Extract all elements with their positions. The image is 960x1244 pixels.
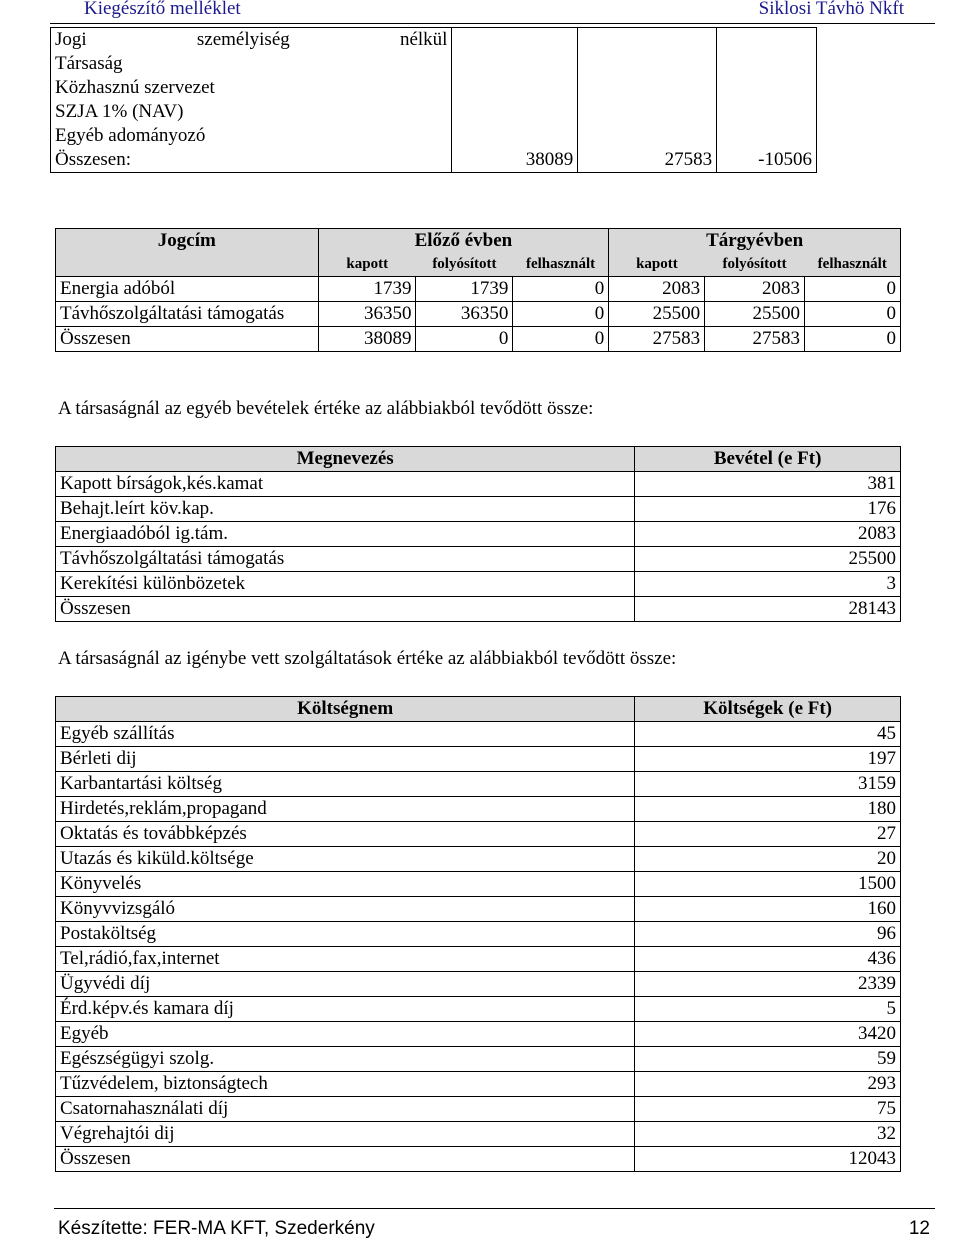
table-cell-value: 38089: [318, 327, 416, 352]
table-cell-value: 32: [635, 1122, 901, 1147]
table-row: [56, 747, 901, 772]
table-row: [56, 1072, 901, 1097]
page-number: 12: [908, 1218, 930, 1239]
table-cell: [452, 28, 578, 53]
footer-rule: [54, 1208, 935, 1209]
table-cell-value: 0: [805, 302, 901, 327]
table-row: [56, 822, 901, 847]
table-cell-value: 0: [513, 302, 609, 327]
table-cell-value: 176: [635, 497, 901, 522]
table-cell-label: Összesen: [56, 327, 319, 352]
table-header-row: [56, 697, 901, 722]
table-cell: [452, 76, 578, 100]
table-cell: [452, 52, 578, 76]
table-cell-label: Távhőszolgáltatási támogatás: [56, 302, 319, 327]
column-header-value: Bevétel (e Ft): [635, 447, 901, 472]
table-cell: [578, 76, 717, 100]
table-cell-value: 25500: [609, 302, 705, 327]
donations-table-body: [51, 28, 817, 173]
table-cell: [717, 28, 817, 53]
table-row: [56, 797, 901, 822]
table-cell: [578, 100, 717, 124]
column-header-prev-year: Előző évben: [318, 229, 609, 254]
table-cell-text: Jogi: [55, 29, 87, 50]
table-cell-value: 3: [635, 572, 901, 597]
table-cell-value: 293: [635, 1072, 901, 1097]
table-row: [56, 997, 901, 1022]
table-cell: [578, 28, 717, 53]
table-cell-label: Hirdetés,reklám,propagand: [56, 797, 635, 822]
table-cell-value: 20: [635, 847, 901, 872]
table-cell-value: 38089: [452, 148, 578, 173]
table-cell-label: Postaköltség: [56, 922, 635, 947]
table-cell-text: nélkül: [399, 29, 448, 50]
footer-author: Készítette: FER-MA KFT, Szederkény: [58, 1218, 375, 1239]
column-header-jogcim: Jogcím: [56, 229, 319, 254]
donations-table: [50, 27, 817, 173]
page-header: [0, 0, 960, 22]
table-cell-value: 0: [805, 277, 901, 302]
table-cell-label: Könyvvizsgáló: [56, 897, 635, 922]
table-cell-value: 3420: [635, 1022, 901, 1047]
table-row: [56, 277, 901, 302]
table-cell-value: 0: [513, 277, 609, 302]
table-cell: [578, 52, 717, 76]
table-cell-value: 75: [635, 1097, 901, 1122]
header-rule: [50, 23, 935, 24]
column-header-value: Költségek (e Ft): [635, 697, 901, 722]
table-row-total: [56, 327, 901, 352]
column-subheader: folyósított: [705, 253, 805, 277]
table-cell-label: SZJA 1% (NAV): [51, 100, 452, 124]
table-cell-value: 0: [513, 327, 609, 352]
table-cell-value: 180: [635, 797, 901, 822]
table-row: [56, 847, 901, 872]
column-subheader-empty: [56, 253, 319, 277]
table-row-total: [56, 1147, 901, 1172]
table-row-total: [51, 148, 817, 173]
table-cell-value: 45: [635, 722, 901, 747]
column-subheader: kapott: [318, 253, 416, 277]
table-header-row: [56, 229, 901, 254]
table-cell-label: [51, 28, 452, 53]
paragraph-other-income: A társaságnál az egyéb bevételek értéke az alábbiakból tevődött össze:: [58, 398, 594, 419]
table-cell-label: Oktatás és továbbképzés: [56, 822, 635, 847]
table-row: [56, 897, 901, 922]
table-row: [56, 497, 901, 522]
table-cell-value: 381: [635, 472, 901, 497]
table-cell: [452, 124, 578, 148]
table-cell-label: Kapott bírságok,kés.kamat: [56, 472, 635, 497]
table-row: [56, 872, 901, 897]
table-cell: [717, 52, 817, 76]
table-cell-value: 0: [805, 327, 901, 352]
table-cell-label: Könyvelés: [56, 872, 635, 897]
header-company: Siklosi Távhö Nkft: [758, 0, 904, 19]
table-cell: [452, 100, 578, 124]
table-cell-value: 25500: [705, 302, 805, 327]
table-cell-label: Távhőszolgáltatási támogatás: [56, 547, 635, 572]
table-row: [51, 28, 817, 53]
table-row: [56, 1022, 901, 1047]
table-cell-value: 1500: [635, 872, 901, 897]
table-row: [51, 52, 817, 76]
table-row: [56, 722, 901, 747]
table-cell-value: 0: [416, 327, 513, 352]
table-cell-label: Behajt.leírt köv.kap.: [56, 497, 635, 522]
table-cell-value: 2083: [705, 277, 805, 302]
table-cell: [717, 124, 817, 148]
table-cell-value: 197: [635, 747, 901, 772]
table-cell-label: Utazás és kiküld.költsége: [56, 847, 635, 872]
table-cell-label: Karbantartási költség: [56, 772, 635, 797]
table-cell-label: Összesen: [56, 597, 635, 622]
table-cell-label: Bérleti dij: [56, 747, 635, 772]
table-cell-label: Összesen:: [51, 148, 452, 173]
table-cell-label: Összesen: [56, 1147, 635, 1172]
table-cell: [717, 76, 817, 100]
table-cell-value: 27583: [609, 327, 705, 352]
column-subheader: felhasznált: [805, 253, 901, 277]
table-cell-label: Csatornahasználati díj: [56, 1097, 635, 1122]
table-row: [56, 1122, 901, 1147]
table-cell-label: Egyéb adományozó: [51, 124, 452, 148]
table-cell-label: Tűzvédelem, biztonságtech: [56, 1072, 635, 1097]
subsidy-table: [55, 228, 901, 352]
table-cell-value: 1739: [416, 277, 513, 302]
table-cell-label: Közhasznú szervezet: [51, 76, 452, 100]
table-subheader-row: [56, 253, 901, 277]
table-cell-value: 2083: [635, 522, 901, 547]
table-cell-value: 25500: [635, 547, 901, 572]
table-row: [51, 124, 817, 148]
table-cell-value: 5: [635, 997, 901, 1022]
table-row: [56, 302, 901, 327]
table-cell-value: 36350: [318, 302, 416, 327]
table-cell-label: Egyéb szállítás: [56, 722, 635, 747]
table-header-row: [56, 447, 901, 472]
table-row: [56, 1097, 901, 1122]
table-cell-value: 27583: [578, 148, 717, 173]
table-cell-value: 28143: [635, 597, 901, 622]
table-row-total: [56, 597, 901, 622]
header-title: Kiegészítő melléklet: [84, 0, 241, 19]
other-income-table: [55, 446, 901, 622]
table-cell-value: 3159: [635, 772, 901, 797]
services-cost-table: [55, 696, 901, 1172]
column-header-name: Költségnem: [56, 697, 635, 722]
table-cell-text: személyiség: [196, 29, 290, 50]
column-header-curr-year: Tárgyévben: [609, 229, 901, 254]
table-row: [56, 522, 901, 547]
column-subheader: folyósított: [416, 253, 513, 277]
table-cell-value: 160: [635, 897, 901, 922]
table-row: [51, 100, 817, 124]
table-row: [56, 547, 901, 572]
table-cell-label: Végrehajtói dij: [56, 1122, 635, 1147]
table-row: [56, 772, 901, 797]
paragraph-services: A társaságnál az igénybe vett szolgáltatások értéke az alábbiakból tevődött össze:: [58, 648, 677, 669]
column-subheader: felhasznált: [513, 253, 609, 277]
table-cell: [717, 100, 817, 124]
table-row: [56, 947, 901, 972]
column-header-name: Megnevezés: [56, 447, 635, 472]
table-cell-label: Energia adóból: [56, 277, 319, 302]
table-cell-value: 27: [635, 822, 901, 847]
table-cell-label: Érd.képv.és kamara díj: [56, 997, 635, 1022]
table-row: [56, 472, 901, 497]
table-cell-value: 2339: [635, 972, 901, 997]
column-subheader: kapott: [609, 253, 705, 277]
table-cell-label: Egészségügyi szolg.: [56, 1047, 635, 1072]
table-cell-value: -10506: [717, 148, 817, 173]
table-row: [56, 572, 901, 597]
table-row: [56, 972, 901, 997]
table-cell: [578, 124, 717, 148]
table-cell-label: Egyéb: [56, 1022, 635, 1047]
table-cell-label: Társaság: [51, 52, 452, 76]
table-cell-value: 436: [635, 947, 901, 972]
table-cell-value: 2083: [609, 277, 705, 302]
table-row: [51, 76, 817, 100]
table-cell-value: 1739: [318, 277, 416, 302]
table-cell-value: 59: [635, 1047, 901, 1072]
table-cell-value: 27583: [705, 327, 805, 352]
table-cell-value: 96: [635, 922, 901, 947]
table-cell-label: Energiaadóból ig.tám.: [56, 522, 635, 547]
table-cell-label: Ügyvédi díj: [56, 972, 635, 997]
table-cell-value: 12043: [635, 1147, 901, 1172]
table-cell-label: Tel,rádió,fax,internet: [56, 947, 635, 972]
table-cell-label: Kerekítési különbözetek: [56, 572, 635, 597]
table-row: [56, 1047, 901, 1072]
table-row: [56, 922, 901, 947]
table-cell-value: 36350: [416, 302, 513, 327]
